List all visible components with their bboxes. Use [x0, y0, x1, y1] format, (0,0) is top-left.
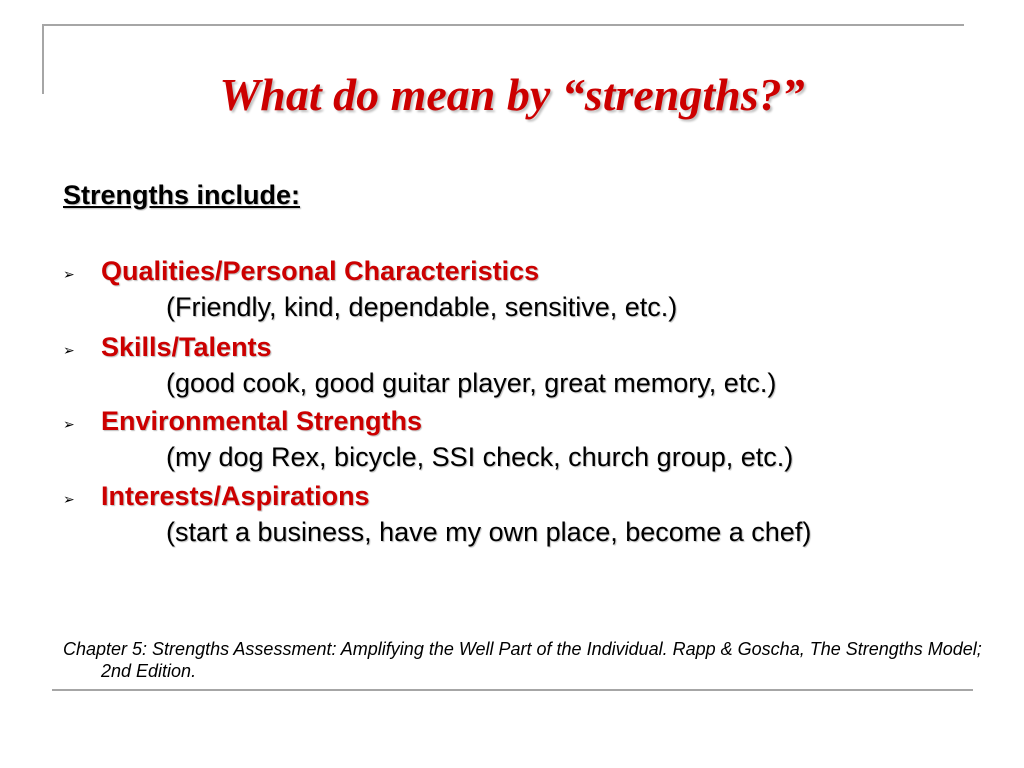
slide-title: What do mean by “strengths?” — [219, 69, 805, 120]
item-label: Environmental Strengths — [101, 406, 423, 436]
top-rule — [42, 24, 964, 26]
bottom-rule — [52, 689, 973, 691]
item-detail: (start a business, have my own place, become a chef) — [166, 517, 812, 547]
arrow-bullet-icon: ➢ — [63, 266, 75, 282]
citation: Chapter 5: Strengths Assessment: Amplifying the Well Part of the Individual. Rapp & Goscha, The Strengths Model; 2nd Edition. — [63, 639, 982, 681]
item-label: Interests/Aspirations — [101, 481, 370, 511]
item-detail: (my dog Rex, bicycle, SSI check, church group, etc.) — [166, 442, 794, 472]
section-heading: Strengths include: — [63, 180, 301, 210]
item-detail: (good cook, good guitar player, great memory, etc.) — [166, 368, 777, 398]
item-detail: (Friendly, kind, dependable, sensitive, etc.) — [166, 292, 678, 322]
arrow-bullet-icon: ➢ — [63, 416, 75, 432]
item-label: Skills/Talents — [101, 332, 272, 362]
item-label: Qualities/Personal Characteristics — [101, 256, 540, 286]
arrow-bullet-icon: ➢ — [63, 342, 75, 358]
arrow-bullet-icon: ➢ — [63, 491, 75, 507]
